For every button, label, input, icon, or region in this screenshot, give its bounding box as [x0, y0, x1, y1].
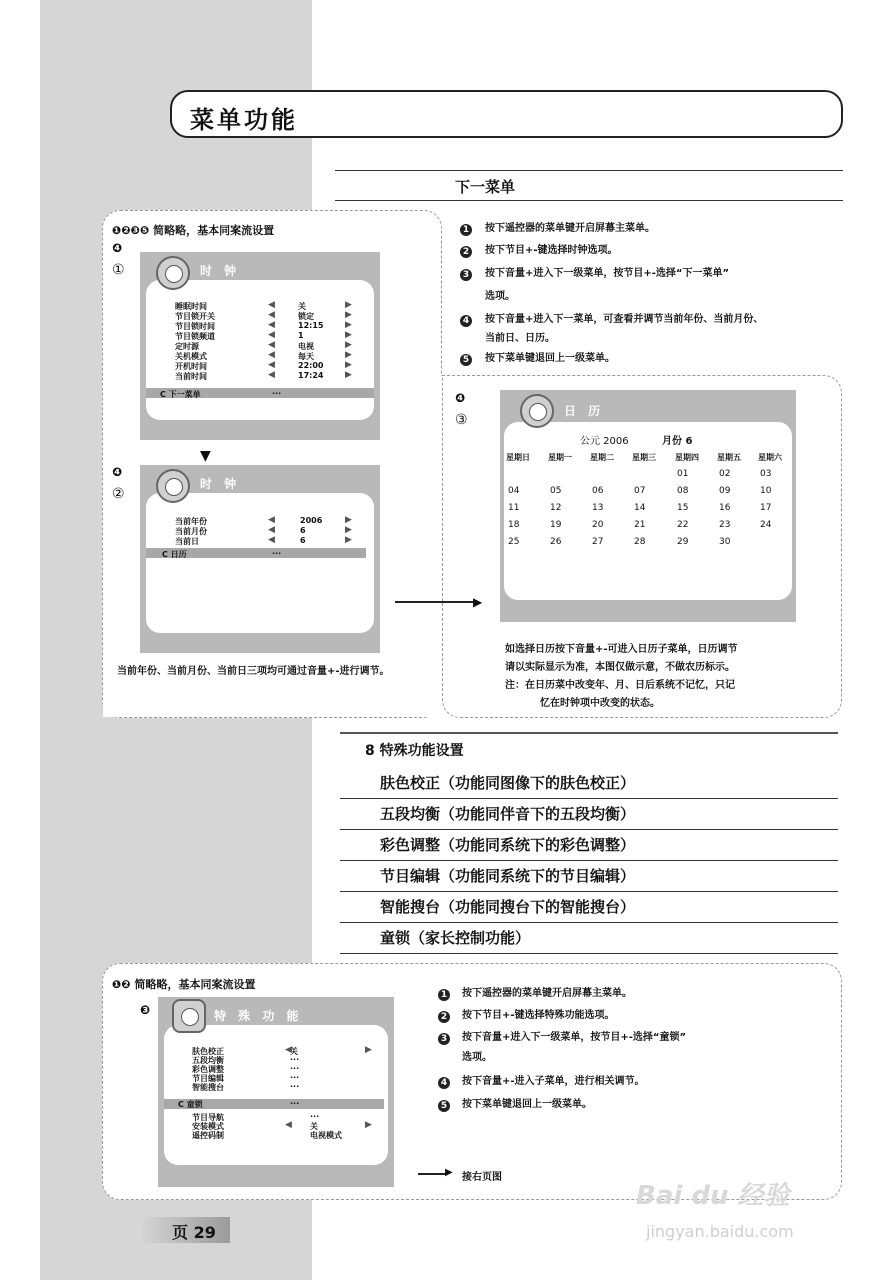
step-text: 按下音量+进入下一级菜单，按节目+-选择“下一菜单” — [485, 268, 730, 279]
calendar-day: 26 — [550, 537, 562, 547]
osd-row-label: 节目编辑 — [192, 1074, 224, 1083]
step-number-icon: 3 — [438, 1028, 450, 1047]
calendar-weekday: 星期一 — [548, 453, 572, 462]
step-text: 按下音量+进入下一菜单，可查看并调节当前年份、当前月份、 — [485, 314, 764, 325]
page-title: 菜单功能 — [190, 106, 298, 134]
left-arrow-icon: ◀ — [285, 1045, 292, 1055]
left-arrow-icon: ◀ — [268, 350, 275, 360]
right-arrow-icon: ▶ — [345, 525, 352, 535]
step-text: 按下节目+-键选择时钟选项。 — [485, 245, 618, 256]
left-arrow-icon: ◀ — [268, 300, 275, 310]
calendar-day: 01 — [677, 469, 689, 479]
osd-row-value: ··· — [290, 1064, 300, 1073]
osd-row-value: 2006 — [300, 516, 323, 525]
osd-row-label: 定时源 — [175, 342, 199, 351]
calendar-day: 08 — [677, 486, 689, 496]
osd-row-value: 电视 — [298, 342, 314, 351]
caption-right-line: 注：在日历菜中改变年、月、日后系统不记忆，只记 — [505, 680, 735, 691]
step-text: 按下菜单键退回上一级菜单。 — [462, 1099, 592, 1110]
left-arrow-icon: ◀ — [268, 525, 275, 535]
left-arrow-icon: ◀ — [268, 340, 275, 350]
calendar-weekday: 星期二 — [590, 453, 614, 462]
calendar-day: 20 — [592, 520, 604, 530]
right-arrow-icon: ▶ — [345, 340, 352, 350]
rule — [340, 829, 838, 830]
calendar-day: 02 — [719, 469, 731, 479]
osd-selected-value: ··· — [272, 389, 282, 398]
calendar-day: 03 — [760, 469, 772, 479]
calendar-day: 27 — [592, 537, 604, 547]
step-text: 按下音量+进入下一级菜单，按节目+-选择“童锁” — [462, 1032, 687, 1043]
right-arrow-icon: ▶ — [345, 320, 352, 330]
osd-row-label: 节目导航 — [192, 1113, 224, 1122]
osd-row-value: 6 — [300, 526, 306, 535]
step-text: 按下遥控器的菜单键开启屏幕主菜单。 — [462, 988, 632, 999]
osd-row-label: 五段均衡 — [192, 1056, 224, 1065]
left-arrow-icon: ◀ — [268, 320, 275, 330]
osd-row-value: 关 — [298, 302, 306, 311]
step-text: 当前日、日历。 — [485, 333, 555, 344]
right-arrow-icon: ▶ — [345, 330, 352, 340]
osd-row-label: 当前日 — [175, 537, 199, 546]
special-item: 彩色调整（功能同系统下的彩色调整） — [380, 836, 636, 854]
osd-row-value: 关 — [290, 1047, 298, 1056]
osd-title: 时 钟 — [200, 264, 241, 278]
rule — [340, 891, 838, 892]
rule — [340, 798, 838, 799]
left-arrow-icon: ◀ — [268, 360, 275, 370]
osd-title: 特 殊 功 能 — [214, 1009, 303, 1023]
osd-calendar — [500, 390, 796, 622]
left-arrow-icon: ◀ — [268, 370, 275, 380]
calendar-weekday: 星期五 — [717, 453, 741, 462]
left-arrow-icon: ◀ — [268, 515, 275, 525]
osd-title: 时 钟 — [200, 477, 241, 491]
osd-selected-value: ··· — [272, 549, 282, 558]
step-number-icon: 5 — [438, 1095, 450, 1114]
osd-row-value: 电视模式 — [310, 1131, 342, 1140]
step-text: 选项。 — [462, 1052, 492, 1063]
calendar-day: 17 — [760, 503, 772, 513]
circled-2: ② — [112, 486, 125, 502]
step-number-icon: 5 — [460, 349, 472, 368]
osd-selected-item: C 下一菜单 — [160, 390, 201, 399]
right-arrow-icon: ▶ — [365, 1120, 372, 1130]
calendar-day: 12 — [550, 503, 562, 513]
osd-row-label: 遥控码制 — [192, 1131, 224, 1140]
osd-row-label: 当前时间 — [175, 372, 207, 381]
right-arrow-icon: ▶ — [345, 515, 352, 525]
left-arrow-icon: ◀ — [268, 330, 275, 340]
caption-right-line: 如选择日历按下音量+-可进入日历子菜单，日历调节 — [505, 644, 738, 655]
step-number-icon: 4 — [438, 1072, 450, 1091]
osd-selected-item: C 童锁 — [178, 1100, 203, 1109]
special-item: 智能搜台（功能同搜台下的智能搜台） — [380, 898, 636, 916]
calendar-day: 09 — [719, 486, 731, 496]
osd-title: 日 历 — [564, 404, 605, 418]
right-arrow-icon: ▶ — [345, 370, 352, 380]
osd-row-value: 12:15 — [298, 321, 324, 330]
calendar-weekday: 星期日 — [506, 453, 530, 462]
circled-1: ① — [112, 262, 125, 278]
step-text: 选项。 — [485, 291, 515, 302]
osd-row-label: 肤色校正 — [192, 1047, 224, 1056]
rule — [335, 170, 843, 171]
right-arrow-icon: ▶ — [345, 535, 352, 545]
osd-selected-value: ··· — [290, 1099, 300, 1108]
calendar-day: 22 — [677, 520, 689, 530]
osd-row-label: 关机模式 — [175, 352, 207, 361]
right-arrow-icon: ▶ — [345, 350, 352, 360]
steps-note: ❶❷❸❺ 简略略，基本同案流设置 — [112, 224, 275, 237]
rule — [340, 922, 838, 923]
rule — [340, 732, 838, 734]
osd-row-label: 智能搜台 — [192, 1083, 224, 1092]
osd-row-value: 22:00 — [298, 361, 324, 370]
calendar-day: 21 — [634, 520, 646, 530]
rule — [340, 860, 838, 861]
calendar-day: 28 — [634, 537, 646, 547]
down-arrow-icon: ▼ — [200, 448, 211, 464]
calendar-day: 13 — [592, 503, 604, 513]
step-number-icon: 1 — [460, 219, 472, 238]
rule — [340, 953, 838, 954]
clock-icon — [156, 256, 190, 290]
calendar-day: 07 — [634, 486, 646, 496]
calendar-day: 15 — [677, 503, 689, 513]
calendar-day: 05 — [550, 486, 562, 496]
calendar-weekday: 星期三 — [632, 453, 656, 462]
osd-row-value: ··· — [290, 1073, 300, 1082]
right-arrow-icon: ▶ — [345, 300, 352, 310]
page-number: 页 29 — [172, 1223, 216, 1242]
circled-4: ❹ — [112, 465, 123, 479]
step-text: 按下节目+-键选择特殊功能选项。 — [462, 1010, 615, 1021]
osd-row-value: 17:24 — [298, 371, 324, 380]
osd-row-label: 节目锁频道 — [175, 332, 215, 341]
section-heading: 下一菜单 — [455, 178, 516, 196]
calendar-day: 19 — [550, 520, 562, 530]
calendar-day: 16 — [719, 503, 731, 513]
osd-row-value: 每天 — [298, 352, 314, 361]
calendar-day: 14 — [634, 503, 646, 513]
calendar-day: 06 — [592, 486, 604, 496]
caption-right-line: 请以实际显示为准，本图仅做示意，不做农历标示。 — [505, 662, 735, 673]
step-text: 按下音量+-进入子菜单，进行相关调节。 — [462, 1076, 645, 1087]
step-number-icon: 1 — [438, 984, 450, 1003]
special-item: 童锁（家长控制功能） — [380, 929, 531, 947]
circled-3: ③ — [455, 412, 468, 428]
left-arrow-icon: ◀ — [268, 535, 275, 545]
calendar-day: 10 — [760, 486, 772, 496]
osd-row-label: 节目锁开关 — [175, 312, 215, 321]
continue-note: 接右页图 — [462, 1172, 502, 1183]
arrow-line — [418, 1173, 448, 1175]
special-icon — [172, 999, 206, 1033]
osd-row-label: 安装模式 — [192, 1122, 224, 1131]
calendar-day: 23 — [719, 520, 731, 530]
calendar-day: 04 — [508, 486, 520, 496]
special-item: 肤色校正（功能同图像下的肤色校正） — [380, 774, 636, 792]
osd-row-label: 彩色调整 — [192, 1065, 224, 1074]
right-arrow-icon: ▶ — [345, 310, 352, 320]
special-item: 节目编辑（功能同系统下的节目编辑） — [380, 867, 636, 885]
caption-left: 当前年份、当前月份、当前日三项均可通过音量+-进行调节。 — [117, 666, 390, 677]
watermark-brand: Bai du 经验 — [636, 1181, 790, 1211]
osd-row-label: 睡眠时间 — [175, 302, 207, 311]
step-text: 按下菜单键退回上一级菜单。 — [485, 353, 615, 364]
calendar-day: 30 — [719, 537, 731, 547]
osd-row-label: 当前年份 — [175, 517, 207, 526]
steps-note: ❶❷ 简略略，基本同案流设置 — [112, 978, 256, 991]
arrow-line — [395, 601, 475, 603]
watermark-url: jingyan.baidu.com — [646, 1222, 794, 1241]
right-arrow-icon: ▶ — [365, 1045, 372, 1055]
osd-row-value: ··· — [290, 1055, 300, 1064]
circled-4: ❹ — [455, 391, 466, 405]
calendar-day: 25 — [508, 537, 520, 547]
osd-row-value: 6 — [300, 536, 306, 545]
section-heading: 8 特殊功能设置 — [365, 743, 464, 759]
step-text: 按下遥控器的菜单键开启屏幕主菜单。 — [485, 223, 655, 234]
osd-row-label: 节目锁时间 — [175, 322, 215, 331]
calendar-day: 29 — [677, 537, 689, 547]
step-number-icon: 3 — [460, 264, 472, 283]
calendar-month: 月份 6 — [662, 436, 693, 447]
step-number-icon: 2 — [438, 1006, 450, 1025]
osd-row-label: 当前月份 — [175, 527, 207, 536]
osd-row-value: 关 — [310, 1122, 318, 1131]
left-arrow-icon: ◀ — [285, 1120, 292, 1130]
right-arrow-icon: ▶ — [345, 360, 352, 370]
calendar-day: 24 — [760, 520, 772, 530]
left-arrow-icon: ◀ — [268, 310, 275, 320]
caption-right-line: 忆在时钟项中改变的状态。 — [540, 698, 660, 709]
osd-row-value: 锁定 — [298, 312, 314, 321]
special-item: 五段均衡（功能同伴音下的五段均衡） — [380, 805, 636, 823]
osd-row-value: ··· — [310, 1112, 320, 1121]
rule — [335, 200, 843, 201]
right-arrow-icon: ▶ — [445, 1167, 453, 1178]
clock-icon — [156, 469, 190, 503]
osd-row-label: 开机时间 — [175, 362, 207, 371]
step-number-icon: 4 — [460, 310, 472, 329]
calendar-year: 公元 2006 — [580, 436, 629, 447]
right-arrow-icon: ▶ — [473, 595, 483, 609]
circled-4: ❹ — [112, 241, 123, 255]
calendar-weekday: 星期四 — [675, 453, 699, 462]
step-number-icon: 2 — [460, 241, 472, 260]
circled-3: ❸ — [140, 1003, 151, 1017]
clock-icon — [520, 394, 554, 428]
osd-row-value: 1 — [298, 331, 304, 340]
osd-selected-item: C 日历 — [162, 550, 187, 559]
calendar-day: 18 — [508, 520, 520, 530]
calendar-weekday: 星期六 — [758, 453, 782, 462]
calendar-day: 11 — [508, 503, 520, 513]
osd-row-value: ··· — [290, 1082, 300, 1091]
